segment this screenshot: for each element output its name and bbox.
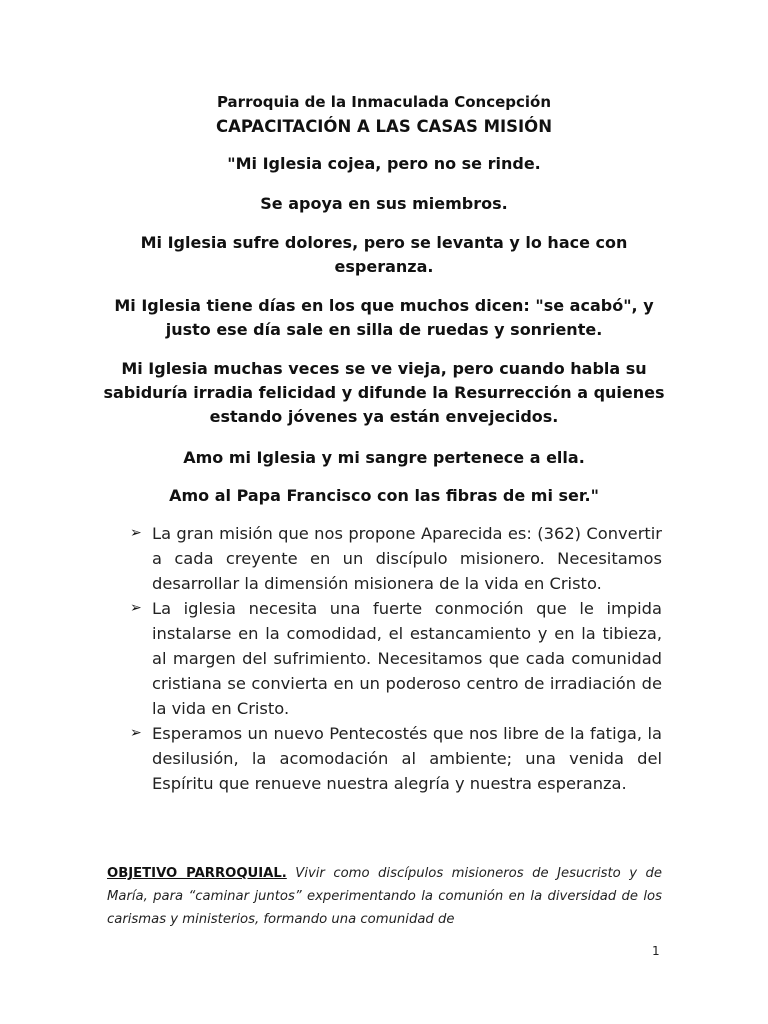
arrow-bullet-icon: ➢ — [130, 725, 142, 741]
document-title: CAPACITACIÓN A LAS CASAS MISIÓN — [215, 117, 553, 136]
arrow-bullet-icon: ➢ — [130, 600, 142, 616]
bullet-text: Esperamos un nuevo Pentecostés que nos libre de la fatiga, la desilusión, la acomodación al ambiente; una venida del Espíritu que renueve nuestra alegría y nuestra esperanza. — [152, 724, 662, 793]
objective-label: OBJETIVO PARROQUIAL. — [107, 866, 287, 881]
parish-objective — [107, 862, 662, 931]
parish-name: Parroquia de la Inmaculada Concepción — [216, 93, 552, 111]
quote-line-5: Mi Iglesia muchas veces se ve vieja, pero cuando habla su sabiduría irradia felicidad y difunde la Resurrección a quienes estando jóvenes ya están envejecidos. — [103, 359, 665, 426]
quote-line-7: Amo al Papa Francisco con las fibras de mi ser." — [169, 486, 599, 505]
quote-line-3: Mi Iglesia sufre dolores, pero se levanta y lo hace con esperanza. — [140, 233, 628, 276]
list-item — [130, 721, 662, 796]
quote-line-2: Se apoya en sus miembros. — [260, 194, 508, 213]
bullet-text: La iglesia necesita una fuerte conmoción que le impida instalarse en la comodidad, el estancamiento y en la tibieza, al margen del sufrimiento. Necesitamos que cada comunidad cristiana se convierta en un poderoso centro de irradiación de la vida en Cristo. — [152, 599, 662, 718]
list-item — [130, 521, 662, 596]
bullet-text: La gran misión que nos propone Aparecida es: (362) Convertir a cada creyente en un discípulo misionero. Necesitamos desarrollar la dimensión misionera de la vida en Cristo. — [152, 524, 662, 593]
arrow-bullet-icon: ➢ — [130, 525, 142, 541]
page-number: 1 — [652, 944, 660, 958]
quote-line-4: Mi Iglesia tiene días en los que muchos dicen: "se acabó", y justo ese día sale en silla de ruedas y sonriente. — [114, 296, 654, 339]
bullet-list — [130, 521, 662, 796]
list-item — [130, 596, 662, 721]
objective-text: Vivir como discípulos misioneros de Jesucristo y de María, para “caminar juntos” experimentando la comunión en la diversidad de los carismas y ministerios, formando una comunidad de — [107, 866, 662, 927]
quote-line-1: "Mi Iglesia cojea, pero no se rinde. — [227, 154, 541, 173]
quote-line-6: Amo mi Iglesia y mi sangre pertenece a ella. — [183, 448, 585, 467]
